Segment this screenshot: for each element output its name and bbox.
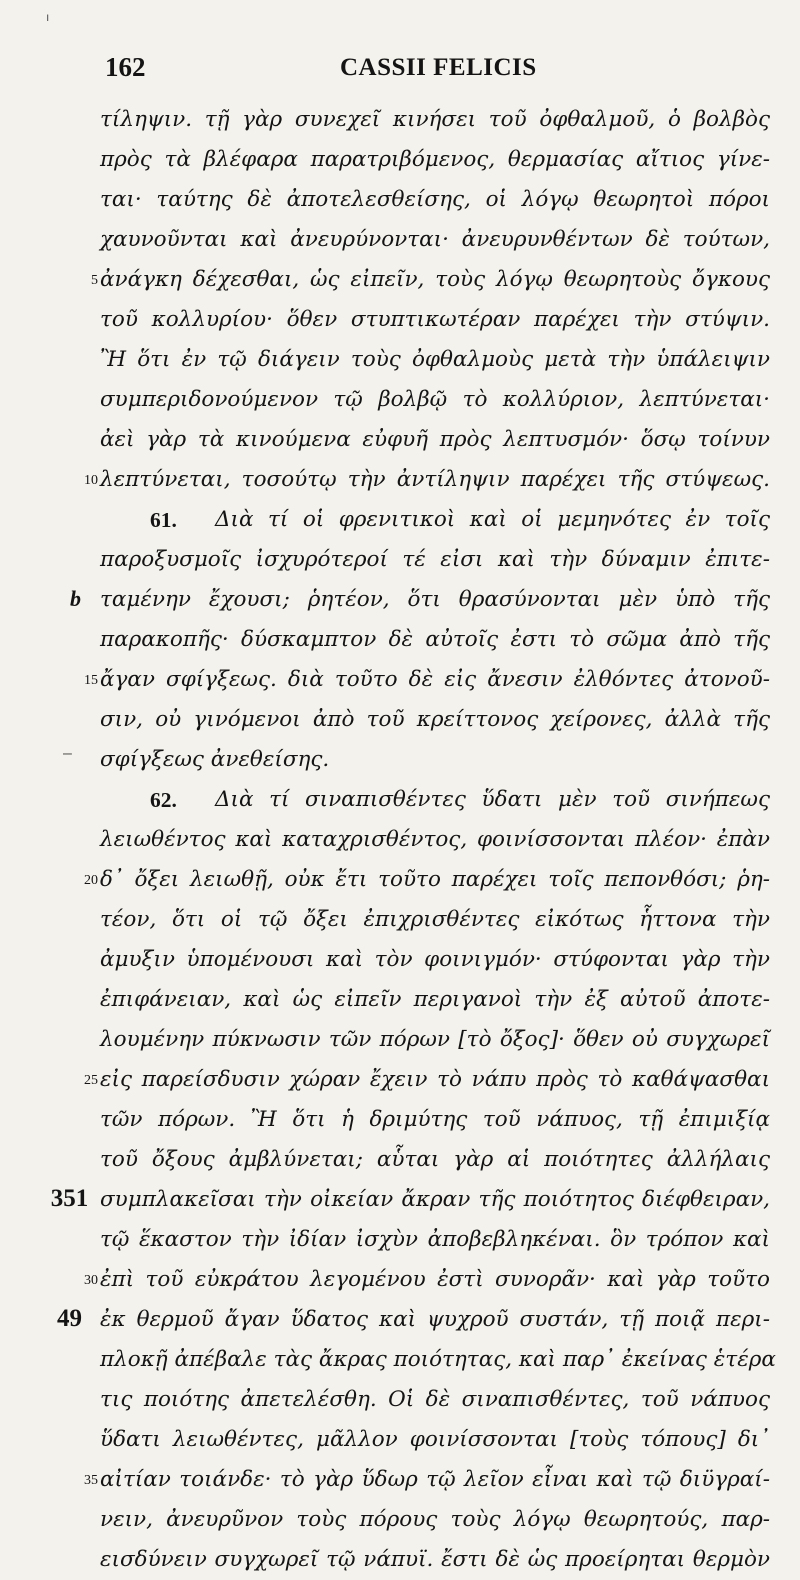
text-line: συμπεριδονούμενον τῷ βολβῷ τὸ κολλύριον, λεπτύνεται· xyxy=(100,387,770,412)
line-number: 35 xyxy=(84,1473,98,1488)
margin-reference: 49 xyxy=(57,1305,82,1332)
text-line: τῷ ἕκαστον τὴν ἰδίαν ἰσχὺν ἀποβεβληκέναι. ὃν τρόπον καὶ xyxy=(100,1227,770,1252)
text-line: συμπλακεῖσαι τὴν οἰκείαν ἄκραν τῆς ποιότητος διέφθειραν, xyxy=(100,1187,770,1212)
line-number: 5 xyxy=(91,273,98,288)
line-number: 20 xyxy=(84,873,98,888)
text-line: πλοκῇ ἀπέβαλε τὰς ἄκρας ποιότητας, καὶ παρ᾽ ἐκείνας ἑτέρα xyxy=(100,1347,776,1372)
text-line: χαυνοῦνται καὶ ἀνευρύνονται· ἀνευρυνθέντων δὲ τούτων, xyxy=(100,227,770,252)
text-line: εἰς παρείσδυσιν χώραν ἔχειν τὸ νάπυ πρὸς τὸ καθάψασθαι xyxy=(100,1067,770,1092)
text-line: ἄγαν σφίγξεως. διὰ τοῦτο δὲ εἰς ἄνεσιν ἐλθόντες ἀτονοῦ- xyxy=(100,667,770,692)
line-number: 15 xyxy=(84,673,98,688)
text-line: παρακοπῆς· δύσκαμπτον δὲ αὐτοῖς ἐστι τὸ σῶμα ἀπὸ τῆς xyxy=(100,627,770,652)
text-line: ἀνάγκη δέχεσθαι, ὡς εἰπεῖν, τοὺς λόγῳ θεωρητοὺς ὄγκους xyxy=(100,267,770,292)
text-line: τίληψιν. τῇ γὰρ συνεχεῖ κινήσει τοῦ ὀφθαλμοῦ, ὁ βολβὸς xyxy=(100,107,770,132)
page-header xyxy=(0,52,800,92)
page-number: 162 xyxy=(105,52,146,82)
margin-letter: b xyxy=(70,586,81,611)
text-line: εισδύνειν συγχωρεῖ τῷ νάπυϊ. ἔστι δὲ ὡς προείρηται θερμὸν xyxy=(100,1547,770,1572)
text-line: ἐκ θερμοῦ ἄγαν ὕδατος καὶ ψυχροῦ συστάν, τῇ ποιᾷ περι- xyxy=(100,1307,770,1332)
line-number: 25 xyxy=(84,1073,98,1088)
text-line: τοῦ ὄξους ἀμβλύνεται; αὗται γὰρ αἱ ποιότητες ἀλλήλαις xyxy=(100,1147,770,1172)
text-line: ὕδατι λειωθέντες, μᾶλλον φοινίσσονται [τοὺς τόπους] δι᾽ xyxy=(100,1427,770,1452)
text-line: ἐπιφάνειαν, καὶ ὡς εἰπεῖν περιγανοὶ τὴν ἐξ αὐτοῦ ἀποτε- xyxy=(100,987,770,1012)
text-line: αἰτίαν τοιάνδε· τὸ γὰρ ὕδωρ τῷ λεῖον εἶναι καὶ τῷ διϋγραί- xyxy=(100,1467,770,1492)
section-number: 62. xyxy=(150,788,177,812)
text-line: ται· ταύτης δὲ ἀποτελεσθείσης, οἱ λόγῳ θεωρητοὶ πόροι xyxy=(100,187,770,212)
text-line: σφίγξεως ἀνεθείσης. xyxy=(100,747,330,772)
text-line: λουμένην πύκνωσιν τῶν πόρων [τὸ ὄξος]· ὅθεν οὐ συγχωρεῖ xyxy=(100,1027,770,1052)
text-line: Ἢ ὅτι ἐν τῷ διάγειν τοὺς ὀφθαλμοὺς μετὰ τὴν ὑπάλειψιν xyxy=(100,347,770,372)
running-head: CASSII FELICIS xyxy=(340,54,537,81)
text-line: Διὰ τί οἱ φρενιτικοὶ καὶ οἱ μεμηνότες ἐν τοῖς xyxy=(215,507,770,532)
text-line: νειν, ἀνευρῦνον τοὺς πόρους τοὺς λόγῳ θεωρητούς, παρ- xyxy=(100,1507,770,1532)
stray-mark: – xyxy=(63,745,72,762)
text-line: πρὸς τὰ βλέφαρα παρατριβόμενος, θερμασίας αἴτιος γίνε- xyxy=(100,147,770,172)
text-line: τῶν πόρων. Ἢ ὅτι ἡ δριμύτης τοῦ νάπυος, τῇ ἐπιμιξίᾳ xyxy=(100,1107,770,1132)
text-line: Διὰ τί σιναπισθέντες ὕδατι μὲν τοῦ σινήπεως xyxy=(215,787,770,812)
line-number: 10 xyxy=(84,473,98,488)
text-line: τοῦ κολλυρίου· ὅθεν στυπτικωτέραν παρέχει τὴν στύψιν. xyxy=(100,307,770,332)
line-number: 30 xyxy=(84,1273,98,1288)
text-line: τέον, ὅτι οἱ τῷ ὄξει ἐπιχρισθέντες εἰκότως ἧττονα τὴν xyxy=(100,907,770,932)
text-line: λειωθέντος καὶ καταχρισθέντος, φοινίσσονται πλέον· ἐπὰν xyxy=(100,827,770,852)
text-line: δ᾽ ὄξει λειωθῇ, οὐκ ἔτι τοῦτο παρέχει τοῖς πεπονθόσι; ῥη- xyxy=(100,867,770,892)
text-line: σιν, οὐ γινόμενοι ἀπὸ τοῦ κρείττονος χείρονες, ἀλλὰ τῆς xyxy=(100,707,770,732)
stray-mark: ı xyxy=(46,10,50,24)
text-line: τις ποιότης ἀπετελέσθη. Οἱ δὲ σιναπισθέντες, τοῦ νάπυος xyxy=(100,1387,770,1412)
text-line: λεπτύνεται, τοσούτῳ τὴν ἀντίληψιν παρέχει τῆς στύψεως. xyxy=(100,467,770,492)
text-line: ἐπὶ τοῦ εὐκράτου λεγομένου ἐστὶ συνορᾶν· καὶ γὰρ τοῦτο xyxy=(100,1267,770,1292)
text-line: παροξυσμοῖς ἰσχυρότεροί τέ εἰσι καὶ τὴν δύναμιν ἐπιτε- xyxy=(100,547,770,572)
text-line: ταμένην ἔχουσι; ῥητέον, ὅτι θρασύνονται μὲν ὑπὸ τῆς xyxy=(100,587,770,612)
text-line: ἀμυξιν ὑπομένουσι καὶ τὸν φοινιγμόν· στύφονται γὰρ τὴν xyxy=(100,947,770,972)
margin-reference: 351 xyxy=(50,1185,89,1212)
section-number: 61. xyxy=(150,508,177,532)
text-line: ἀεὶ γὰρ τὰ κινούμενα εὐφυῆ πρὸς λεπτυσμόν· ὅσῳ τοίνυν xyxy=(100,427,770,452)
